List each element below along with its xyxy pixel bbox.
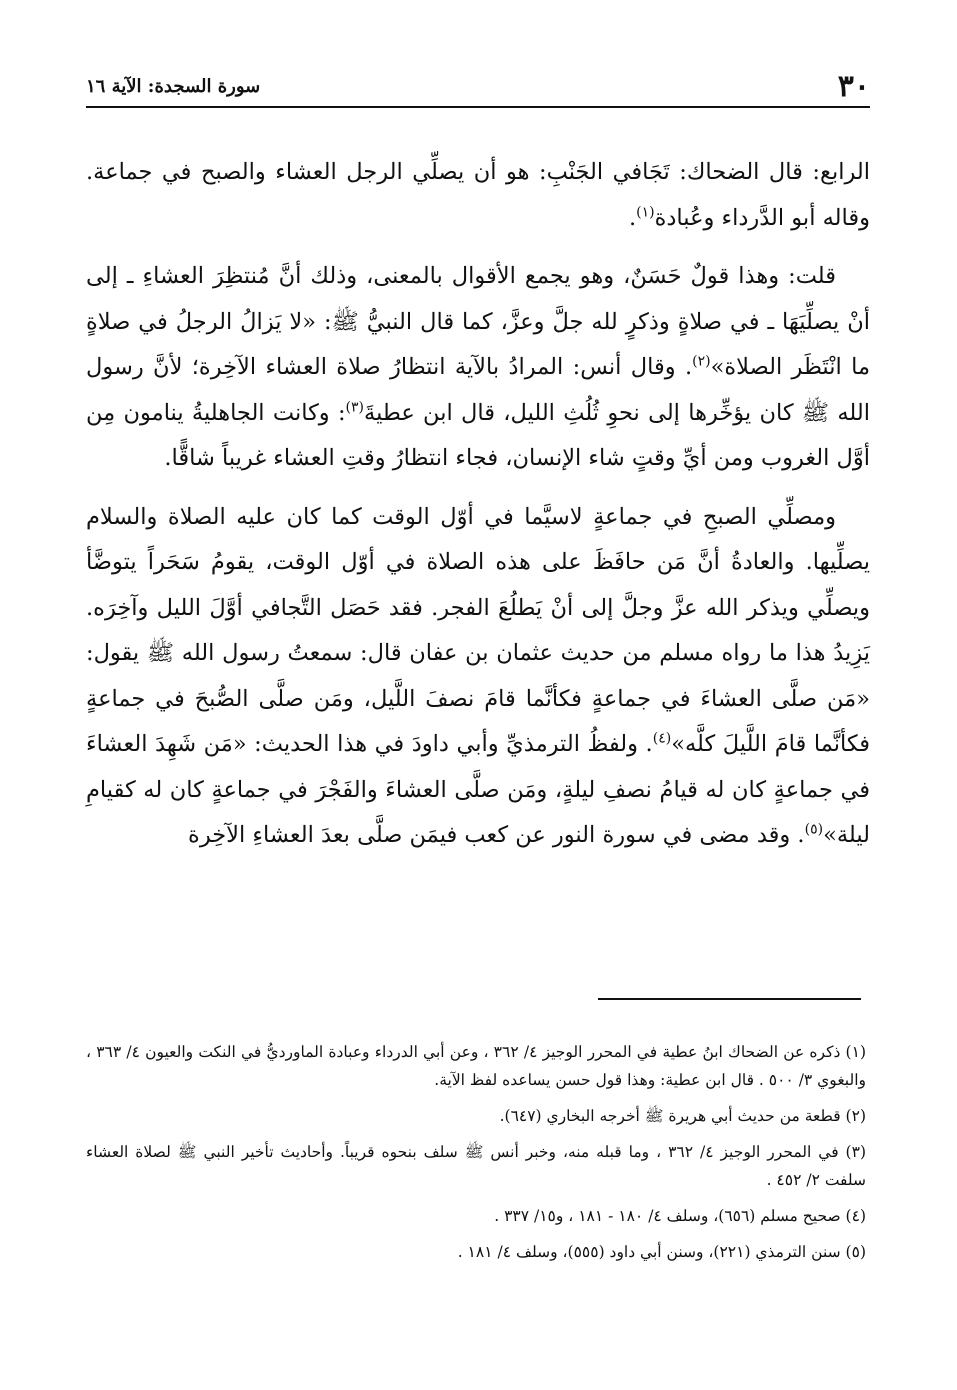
text-segment: الرابع: قال الضحاك: تَجَافي الجَنْبِ: هو أن يصلِّي الرجل العشاء والصبح في جماعة. وقاله أبو الدَّرداء وعُبادة [86, 159, 870, 231]
text-segment: . وقد مضى في سورة النور عن كعب فيمَن صلَّى بعدَ العشاءِ الآخِرة [188, 822, 805, 848]
text-segment: ومصلِّي الصبحِ في جماعةٍ لاسيَّما في أوّل الوقت كما كان عليه الصلاة والسلام يصلِّيها. والعادةُ أنَّ مَن حافَظَ على هذه الصلاة في أوّل الوقت، يقومُ سَحَراً يتوضَّأ ويصلِّي ويذكر الله عزَّ وجلَّ إلى أنْ يَطلُعَ الفجر. فقد حَصَل التَّجافي أوَّلَ الليل وآخِرَه. يَزِيدُ هذا ما رواه مسلم من حديث عثمان بن عفان قال: سمعتُ رسول الله ﷺ يقول: «مَن صلَّى العشاءَ في جماعةٍ فكأنَّما قامَ نصفَ اللَّيل، ومَن صلَّى الصُّبحَ في جماعةٍ فكأنَّما قامَ اللَّيلَ كلَّه» [86, 503, 870, 757]
page-number: ٣٠ [837, 68, 870, 104]
footnote: (٥) سنن الترمذي (٢٢١)، وسنن أبي داود (٥٥٥)، وسلف ٤/ ١٨١ . [457, 1243, 866, 1261]
footnotes [86, 1038, 866, 1274]
footnote-separator [598, 998, 861, 1000]
text-segment: . وقال أنس: المرادُ بالآية انتظارُ صلاة العشاء الآخِرة؛ لأنَّ رسول الله ﷺ كان يؤخِّرها إلى نحوِ ثُلُثِ الليل، قال ابن عطيةَ [86, 354, 870, 426]
text-segment: قلت: وهذا قولٌ حَسَنٌ، وهو يجمع الأقوال بالمعنى، وذلك أنَّ مُنتظِرَ العشاءِ ـ إلى أنْ يصلِّيَهَا ـ في صلاةٍ وذكرٍ لله جلَّ وعزَّ، كما قال النبيُّ ﷺ: «لا يَزالُ الرجلُ في صلاةٍ ما انْتَظَر الصلاة» [86, 263, 870, 380]
main-text [86, 150, 870, 859]
text-segment: : وكانت الجاهليةُ ينامون مِن أوَّل الغروب ومن أيِّ وقتٍ شاء الإنسان، فجاء انتظارُ وقتِ العشاء غريباً شاقًّا. [86, 399, 870, 471]
footnote-ref: (١) [636, 204, 655, 220]
text-segment: . ولفظُ الترمذيِّ وأبي داودَ في هذا الحديث: «مَن شَهِدَ العشاءَ في جماعةٍ كان له قيامُ نصفِ ليلةٍ، ومَن صلَّى العشاءَ والفَجْرَ في جماعةٍ كان له كقيامِ ليلة» [86, 731, 870, 848]
text-segment: . [629, 204, 637, 231]
footnote: (١) ذكره عن الضحاك ابنُ عطية في المحرر الوجيز ٤/ ٣٦٢ ، وعن أبي الدرداء وعبادة الماورديُّ في النكت والعيون ٤/ ٣٦٣ ، والبغوي ٣/ ٥٠٠ . قال ابن عطية: وهذا قول حسن يساعده لفظ الآية. [86, 1043, 866, 1089]
footnote-ref: (٤) [652, 730, 672, 747]
footnote: (٤) صحيح مسلم (٦٥٦)، وسلف ٤/ ١٨٠ - ١٨١ ، و١٥/ ٣٣٧ . [494, 1207, 866, 1225]
paragraph [86, 254, 870, 482]
footnote: (٢) قطعة من حديث أبي هريرة ﷺ أخرجه البخاري (٦٤٧). [499, 1107, 866, 1125]
paragraph [86, 150, 870, 241]
footnote-ref: (٢) [692, 353, 711, 370]
footnote: (٣) في المحرر الوجيز ٤/ ٣٦٢ ، وما قبله منه، وخبر أنس ﷺ سلف بنحوه قريباً. وأحاديث تأخير النبي ﷺ لصلاة العشاء سلفت ٢/ ٤٥٢ . [86, 1143, 866, 1189]
paragraph [86, 495, 870, 859]
footnote-ref: (٥) [804, 821, 824, 838]
page-header [86, 66, 870, 108]
running-title: سورة السجدة: الآية ١٦ [86, 75, 261, 97]
footnote-ref: (٣) [345, 399, 365, 415]
